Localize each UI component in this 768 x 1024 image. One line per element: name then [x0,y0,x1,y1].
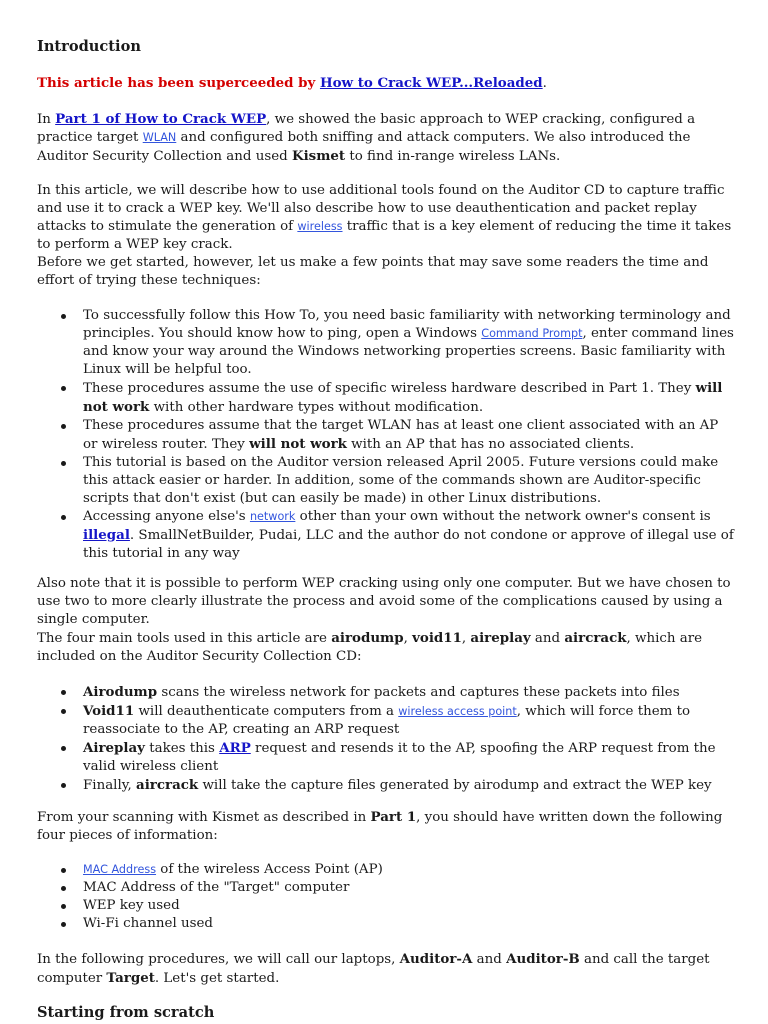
prerequisites-list [37,307,737,563]
list-item: Airodump scans the wireless network for packets and captures these packets into files [37,683,737,702]
list-item: These procedures assume that the target WLAN has at least one client associated with an AP or wireless router. They will not work with an AP that has no associated clients. [37,417,737,454]
list-item: To successfully follow this How To, you need basic familiarity with networking terminology and principles. You should know how to ping, open a Windows Command Prompt, enter command lines and know your way around the Windows networking properties screens. Basic familiarity with Linux will be helpful too. [37,307,737,379]
list-item: These procedures assume the use of specific wireless hardware described in Part 1. They will not work with other hardware types without modification. [37,379,737,417]
list-item: Accessing anyone else's network other than your own without the network owner's consent is illegal. SmallNetBuilder, Pudai, LLC and the author do not condone or approve of illegal use of this tutorial in any way [37,508,737,563]
list-item: Wi-Fi channel used [37,915,737,933]
superseded-notice: This article has been superceeded by How to Crack WEP...Reloaded. [37,75,547,91]
part1-link[interactable]: Part 1 of How to Crack WEP [55,111,267,127]
list-item: WEP key used [37,897,737,915]
paragraph-part1: In Part 1 of How to Crack WEP, we showed the basic approach to WEP cracking, configured a practice target WLAN and configured both sniffing and attack computers. We also introduced the Auditor Security Collection and used Kismet to find in-range wireless LANs. [37,111,696,164]
list-item: Finally, aircrack will take the capture files generated by airodump and extract the WEP key [37,776,737,795]
list-item: Void11 will deauthenticate computers from a wireless access point, which will force them to reassociate to the AP, creating an ARP request [37,702,737,739]
paragraph-overview: In this article, we will describe how to use additional tools found on the Auditor CD to capture traffic and use it to crack a WEP key. We'll also describe how to use deauthentication and packet replay attacks to stimulate the generation of wireless traffic that is a key element of reducing the time it takes to perform a WEP key crack. [37,183,732,252]
arp-link[interactable]: ARP [219,740,251,756]
paragraph-info-needed: From your scanning with Kismet as described in Part 1, you should have written down the following four pieces of information: [37,809,723,843]
reloaded-link[interactable]: How to Crack WEP...Reloaded [319,75,543,91]
heading-starting-from-scratch: Starting from scratch [37,1004,215,1021]
illegal-link[interactable]: illegal [83,527,130,543]
info-list [37,861,737,933]
list-item: MAC Address of the wireless Access Point (AP) [37,861,737,879]
paragraph-tools: The four main tools used in this article are airodump, void11, aireplay and aircrack, which are included on the Auditor Security Collection CD: [37,630,703,664]
wlan-link[interactable]: WLAN [142,131,177,144]
mac-address-link[interactable]: MAC Address [83,863,157,876]
paragraph-before-start: Before we get started, however, let us make a few points that may save some readers the time and effort of trying these techniques: [37,255,709,288]
list-item: Aireplay takes this ARP request and resends it to the AP, spoofing the ARP request from the valid wireless client [37,739,737,776]
paragraph-naming: In the following procedures, we will call our laptops, Auditor-A and Auditor-B and call the target computer Target. Let's get started. [37,951,710,986]
command-prompt-link[interactable]: Command Prompt [481,327,583,340]
list-item: This tutorial is based on the Auditor version released April 2005. Future versions could make this attack easier or harder. In addition, some of the commands shown are Auditor-specific scripts that don't exist (but can easily be made) in other Linux distributions. [37,454,737,508]
paragraph-one-computer: Also note that it is possible to perform WEP cracking using only one computer. But we have chosen to use two to more clearly illustrate the process and avoid some of the complications caused by using a single computer. [37,576,731,627]
heading-introduction: Introduction [37,38,141,55]
list-item: MAC Address of the "Target" computer [37,879,737,897]
tools-list [37,683,737,795]
wireless-link[interactable]: wireless [297,220,343,233]
network-link[interactable]: network [249,510,296,523]
wireless-access-point-link[interactable]: wireless access point [398,705,517,718]
